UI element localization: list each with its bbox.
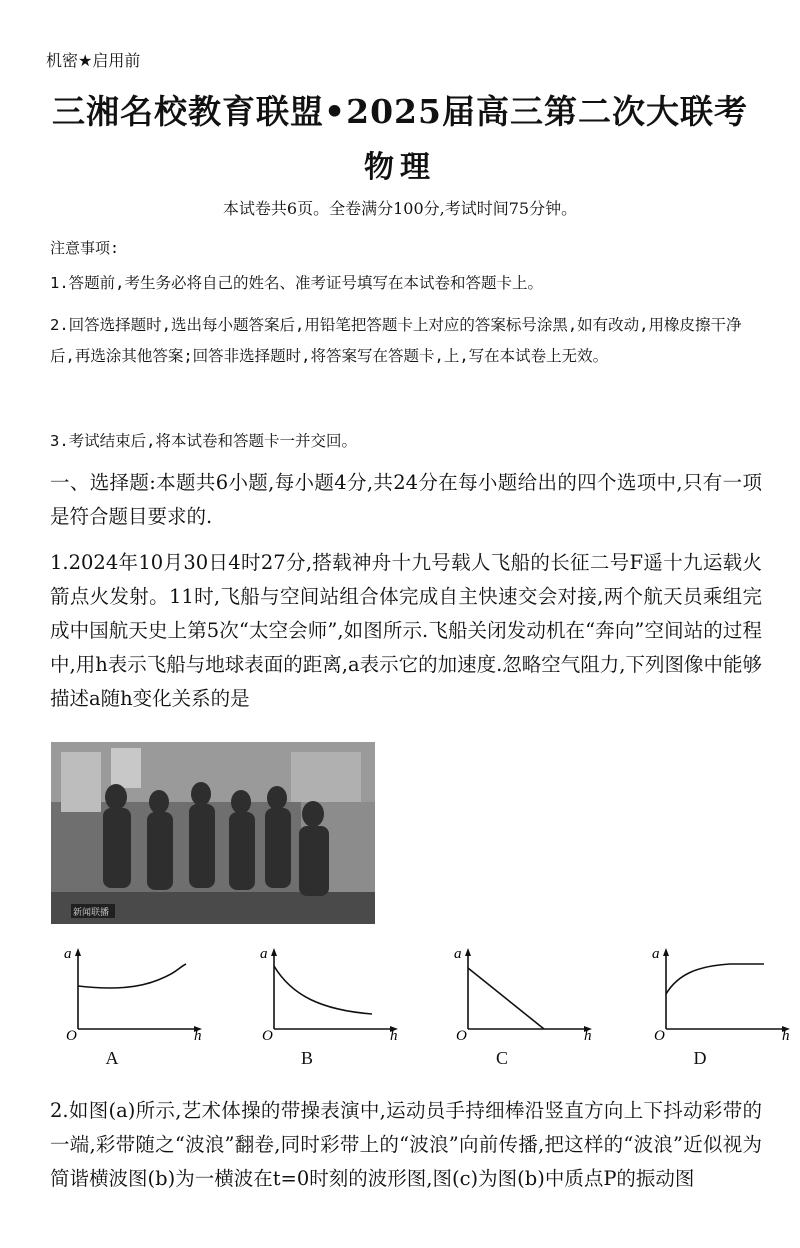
subject-title: 物理 [364,150,436,185]
origin-label: O [262,1028,273,1040]
section-heading: 一、选择题:本题共6小题,每小题4分,共24分在每小题给出的四个选项中,只有一项是符合题目要求的. [50,471,762,528]
x-axis-label: h [194,1028,202,1040]
option-graph-d[interactable] [646,944,796,1040]
curve-line [666,964,764,994]
curve-line [274,966,372,1014]
origin-label: O [456,1028,467,1040]
exam-title: 三湘名校教育联盟•2025届高三第二次大联考 [52,92,748,131]
note-item: 2.回答选择题时,选出每小题答案后,用铅笔把答题卡上对应的答案标号涂黑,如有改动,用橡皮擦干净后,再选涂其他答案;回答非选择题时,将答案写在答题卡,上,写在本试卷上无效。 [50,316,742,365]
x-axis-label: h [782,1028,790,1040]
x-axis-label: h [390,1028,398,1040]
straight-line [468,968,544,1029]
y-axis-label: a [454,946,462,962]
option-label-a[interactable]: A [105,1048,119,1068]
note-item: 3.考试结束后,将本试卷和答题卡一并交回。 [50,432,357,450]
exam-info: 本试卷共6页。全卷满分100分,考试时间75分钟。 [222,199,578,218]
confidential-label: 机密★启用前 [46,51,141,70]
option-graph-a[interactable] [58,944,208,1040]
photo-watermark: 新闻联播 [73,907,110,917]
origin-label: O [654,1028,665,1040]
question-2-text: 2.如图(a)所示,艺术体操的带操表演中,运动员手持细棒沿竖直方向上下抖动彩带的一端,彩带随之“波浪”翻卷,同时彩带上的“波浪”向前传播,把这样的“波浪”近似视为简谐横波图(b)为一横波在t=0时刻的波形图,图(c)为图(b)中质点P的振动图 [50,1099,762,1190]
astronauts-photo [51,742,375,924]
curve-line [78,964,186,988]
origin-label: O [66,1028,77,1040]
option-graph-b[interactable] [254,944,404,1040]
notes-heading: 注意事项: [50,239,120,257]
x-axis-label: h [584,1028,592,1040]
y-axis-label: a [652,946,660,962]
question-1-text: 1.2024年10月30日4时27分,搭载神舟十九号载人飞船的长征二号F遥十九运载火箭点火发射。11时,飞船与空间站组合体完成自主快速交会对接,两个航天员乘组完成中国航天史上第5次“太空会师”,如图所示.飞船关闭发动机在“奔向”空间站的过程中,用h表示飞船与地球表面的距离,a表示它的加速度.忽略空气阻力,下列图像中能够描述a随h变化关系的是 [50,551,762,710]
option-label-d[interactable]: D [693,1048,707,1068]
y-axis-label: a [64,946,72,962]
option-graph-c[interactable] [448,944,598,1040]
option-label-b[interactable]: B [300,1048,313,1068]
option-label-c[interactable]: C [495,1048,508,1068]
y-axis-label: a [260,946,268,962]
note-item: 1.答题前,考生务必将自己的姓名、准考证号填写在本试卷和答题卡上。 [50,274,543,292]
